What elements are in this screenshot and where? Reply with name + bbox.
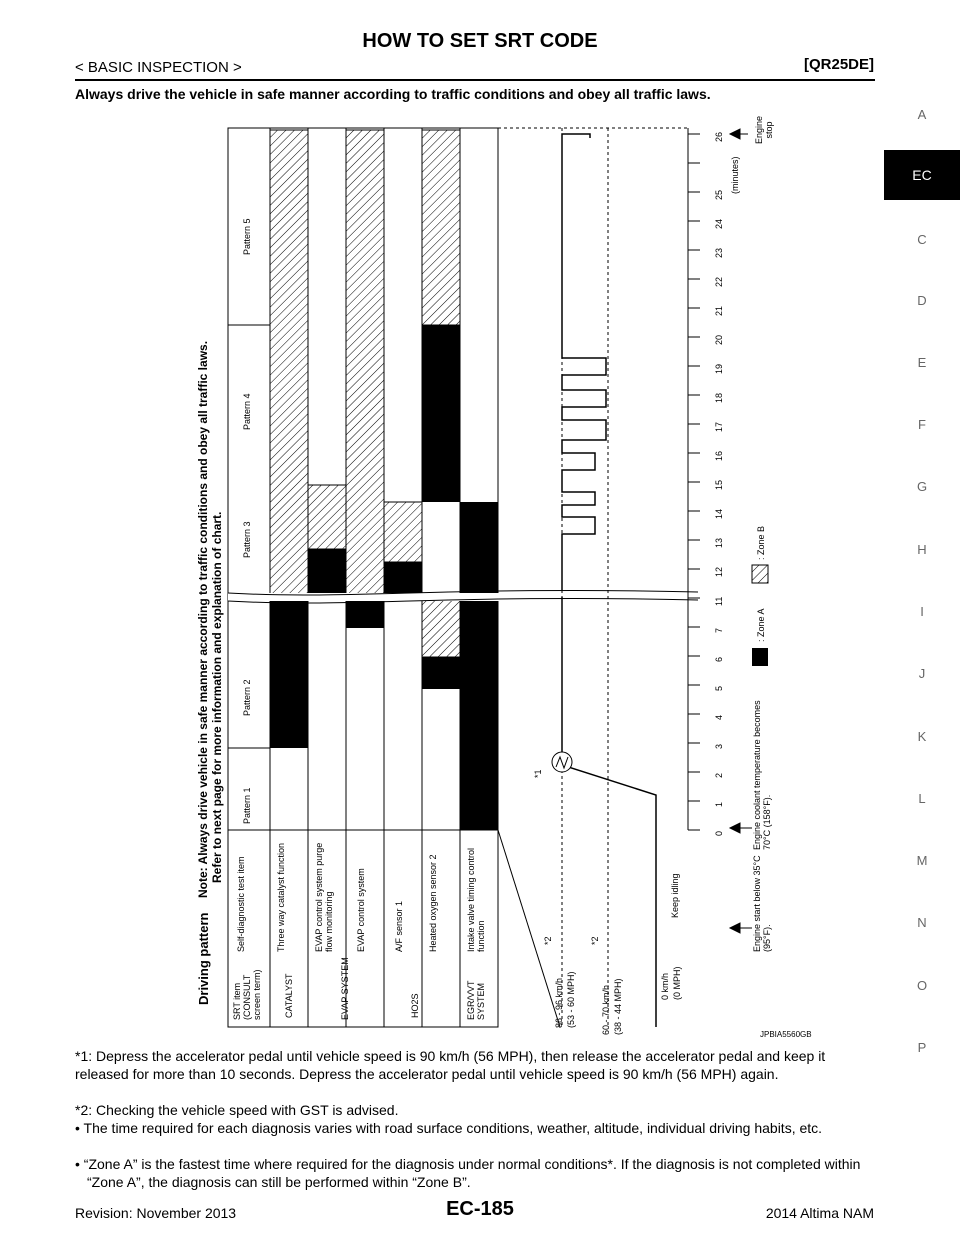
- footer-vehicle: 2014 Altima NAM: [765, 1205, 874, 1221]
- figure-id: JPBIA5560GB: [760, 1030, 812, 1039]
- engine-start-label: Engine start below 35°C (95°F).: [752, 855, 772, 952]
- minute-25: 25: [714, 189, 724, 200]
- minute-17: 17: [714, 421, 724, 432]
- minute-2: 2: [714, 772, 724, 778]
- note-bullet-2: • “Zone A” is the fastest time where required for the diagnosis under normal conditions*. If the diagnosis is not completed within “Zone A”, the diagnosis can still be performed within “Zone B”.: [75, 1156, 861, 1190]
- minute-19: 19: [714, 363, 724, 374]
- pattern-2: Pattern 2: [242, 679, 252, 716]
- diagram-note-line2: Refer to next page for more information and explanation of chart.: [210, 511, 224, 883]
- pattern-3: Pattern 3: [242, 521, 252, 558]
- speed-high-mph: (53 - 60 MPH): [566, 971, 576, 1028]
- section-label: < BASIC INSPECTION >: [75, 59, 242, 76]
- speed-zero-kmh: 0 km/h: [660, 972, 670, 1000]
- srt-catalyst: CATALYST: [284, 973, 294, 1018]
- item-evap-control: EVAP control system: [356, 868, 366, 952]
- zone-b-legend: [752, 565, 768, 583]
- srt-evap: EVAP SYSTEM: [340, 957, 350, 1020]
- minute-13: 13: [714, 537, 724, 548]
- side-tab-d[interactable]: D: [917, 293, 927, 308]
- zone-a-legend: [752, 648, 768, 666]
- diagram-note-line1: Note: Always drive vehicle in safe manner according to traffic conditions and obey all traffic laws.: [196, 340, 210, 898]
- side-tab-j[interactable]: J: [918, 666, 926, 681]
- speed-mid-mph: (38 - 44 MPH): [613, 978, 623, 1035]
- speed-star-2b: *2: [590, 936, 600, 945]
- item-ho2s2: Heated oxygen sensor 2: [428, 854, 438, 952]
- item-three-way: Three way catalyst function: [276, 842, 286, 952]
- pattern-5: Pattern 5: [242, 218, 252, 255]
- minute-22: 22: [714, 276, 724, 287]
- star-1-note: *1: [533, 769, 543, 778]
- side-tab-l[interactable]: L: [918, 791, 926, 806]
- minute-6: 6: [714, 656, 724, 662]
- speed-zero-mph: (0 MPH): [672, 966, 682, 1000]
- page-number: EC-185: [446, 1198, 514, 1220]
- srt-ho2s: HO2S: [410, 993, 420, 1018]
- note-star-1: *1: Depress the accelerator pedal until vehicle speed is 90 km/h (56 MPH), then release the accelerator pedal and keep it released for more than 10 seconds. Depress the accelerator pedal until vehicle speed is 90 km/h (56 MPH) again.: [75, 1048, 826, 1082]
- side-tab-a[interactable]: A: [917, 107, 927, 122]
- driving-pattern-title: Driving pattern: [196, 912, 211, 1005]
- minute-4: 4: [714, 714, 724, 720]
- side-tab-p[interactable]: P: [917, 1040, 927, 1055]
- col-self-diag: Self-diagnostic test item: [236, 856, 246, 952]
- side-tab-k[interactable]: K: [917, 729, 927, 744]
- item-intake-valve: Intake valve timing control function: [466, 847, 486, 952]
- minute-20: 20: [714, 334, 724, 345]
- zone-a-label: : Zone A: [756, 608, 766, 642]
- safety-warning: Always drive the vehicle in safe manner according to traffic conditions and obey all traffic laws.: [75, 86, 711, 102]
- note-bullet-1: • The time required for each diagnosis varies with road surface conditions, weather, altitude, individual driving habits, etc.: [75, 1120, 823, 1136]
- note-star-2: *2: Checking the vehicle speed with GST is advised.: [75, 1102, 399, 1118]
- side-tab-m[interactable]: M: [916, 853, 928, 868]
- side-tab-o[interactable]: O: [916, 978, 928, 993]
- side-tab-c[interactable]: C: [917, 232, 927, 247]
- keep-idling: Keep idling: [670, 873, 680, 918]
- speed-trace: [562, 134, 656, 1027]
- pattern-4: Pattern 4: [242, 393, 252, 430]
- pattern-1: Pattern 1: [242, 787, 252, 824]
- side-tab-g[interactable]: G: [916, 479, 928, 494]
- minute-0: 0: [714, 830, 724, 836]
- minute-7: 7: [714, 627, 724, 633]
- item-evap-purge: EVAP control system purge flow monitoring: [314, 842, 334, 952]
- minute-18: 18: [714, 392, 724, 403]
- item-af-sensor: A/F sensor 1: [394, 900, 404, 952]
- minute-14: 14: [714, 508, 724, 519]
- minutes-unit: (minutes): [730, 156, 740, 194]
- minute-1: 1: [714, 801, 724, 807]
- side-tab-i[interactable]: I: [920, 604, 924, 619]
- model-code: [QR25DE]: [803, 56, 874, 73]
- side-tab-e[interactable]: E: [917, 355, 927, 370]
- minute-23: 23: [714, 247, 724, 258]
- side-tab-f[interactable]: F: [918, 417, 926, 432]
- minute-11: 11: [714, 596, 724, 606]
- page-title: HOW TO SET SRT CODE: [362, 30, 598, 52]
- minute-15: 15: [714, 479, 724, 490]
- minute-24: 24: [714, 218, 724, 229]
- minute-3: 3: [714, 743, 724, 749]
- minute-12: 12: [714, 566, 724, 577]
- side-tab-h[interactable]: H: [917, 542, 927, 557]
- speed-high-kmh: 86 - 96 km/h: [554, 977, 564, 1028]
- minute-21: 21: [714, 305, 724, 316]
- side-tab-ec-active[interactable]: EC: [884, 150, 960, 200]
- footer-revision: Revision: November 2013: [75, 1205, 237, 1221]
- side-tab-n[interactable]: N: [917, 915, 927, 930]
- zone-b-label: : Zone B: [756, 525, 766, 560]
- engine-stop-label: Engine stop: [754, 115, 774, 145]
- speed-mid-kmh: 60 - 70 km/h: [601, 984, 611, 1035]
- srt-egr-vvt: EGR/VVT SYSTEM: [466, 980, 486, 1020]
- col-srt-item: SRT item (CONSULT screen term): [232, 969, 262, 1020]
- coolant-temp-label: Engine coolant temperature becomes 70°C (158°F).: [752, 700, 772, 850]
- minute-16: 16: [714, 450, 724, 461]
- speed-star-2a: *2: [543, 936, 553, 945]
- minute-5: 5: [714, 685, 724, 691]
- minute-26: 26: [714, 131, 724, 142]
